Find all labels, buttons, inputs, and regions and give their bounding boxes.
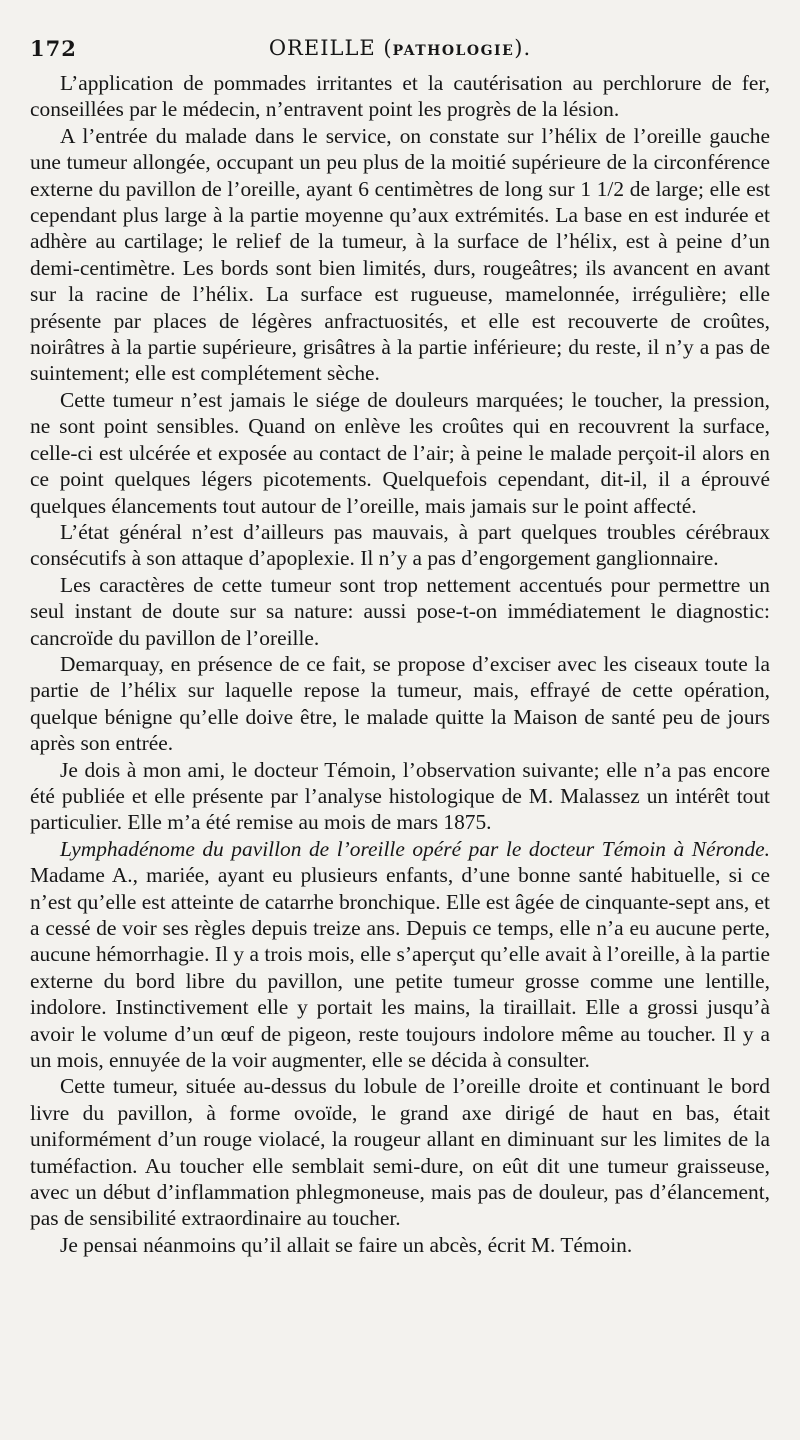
paragraph-3: Cette tumeur n’est jamais le siége de douleurs marquées; le toucher, la pression, ne sont point sensibles. Quand on enlève les croûtes qui en recouvrent la surface, celle-ci est ulcérée et exposée au contact de l’air; à peine le malade perçoit-il alors en ce point quelques légers picotements. Quelquefois cependant, dit-il, il a éprouvé quelques élancements tout autour de l’oreille, mais jamais sur le point affecté. bbox=[30, 387, 770, 518]
body-text bbox=[30, 70, 770, 1258]
running-title-paren-close: ). bbox=[514, 36, 532, 60]
running-title bbox=[30, 36, 770, 60]
paragraph-5: Les caractères de cette tumeur sont trop nettement accentués pour permettre un seul instant de doute sur sa nature: aussi pose-t-on immédiatement le diagnostic: cancroïde du pavillon de l’oreille. bbox=[30, 572, 770, 650]
page-number: 172 bbox=[30, 36, 77, 61]
observation-title: Lymphadénome du pavillon de l’oreille opéré par le docteur Témoin à Néronde. bbox=[60, 836, 770, 861]
paragraph-7: Je dois à mon ami, le docteur Témoin, l’observation suivante; elle n’a pas encore été publiée et elle présente par l’analyse histologique de M. Malassez un intérêt tout particulier. Elle m’a été remise au mois de mars 1875. bbox=[30, 757, 770, 835]
observation-paragraph bbox=[30, 836, 770, 1074]
running-head bbox=[30, 30, 770, 70]
observation-text: Madame A., mariée, ayant eu plusieurs enfants, d’une bonne santé habituelle, si ce n’est qu’elle est atteinte de catarrhe bronchique. Elle est âgée de cinquante-sept ans, et a cessé de voir ses règles depuis treize ans. Depuis ce temps, elle n’a eu aucune perte, aucune hémorrhagie. Il y a trois mois, elle s’aperçut qu’elle avait à l’oreille, à la partie externe du bord libre du pavillon, une petite tumeur grosse comme une lentille, indolore. Instinctivement elle y portait les mains, la tiraillait. Elle a grossi jusqu’à avoir le volume d’un œuf de pigeon, reste toujours indolore même au toucher. Il y a un mois, ennuyée de la voir augmenter, elle se décida à consulter. bbox=[30, 863, 770, 1073]
running-title-paren-open: ( bbox=[383, 36, 393, 60]
paragraph-4: L’état général n’est d’ailleurs pas mauvais, à part quelques troubles cérébraux consécutifs à son attaque d’apoplexie. Il n’y a pas d’engorgement ganglionnaire. bbox=[30, 519, 770, 571]
running-title-sub: PATHOLOGIE bbox=[392, 43, 515, 59]
running-title-main: OREILLE bbox=[268, 36, 376, 60]
paragraph-6: Demarquay, en présence de ce fait, se propose d’exciser avec les ciseaux toute la partie de l’hélix sur laquelle repose la tumeur, mais, effrayé de cette opération, quelque bénigne qu’elle doive être, le malade quitte la Maison de santé peu de jours après son entrée. bbox=[30, 651, 770, 756]
paragraph-9: Cette tumeur, située au-dessus du lobule de l’oreille droite et continuant le bord livre du pavillon, à forme ovoïde, le grand axe dirigé de haut en bas, était uniformément d’un rouge violacé, la rougeur allant en diminuant sur les limites de la tuméfaction. Au toucher elle semblait semi-dure, on eût dit une tumeur graisseuse, avec un début d’inflammation phlegmoneuse, mais pas de douleur, pas d’élancement, pas de sensibilité extraordinaire au toucher. bbox=[30, 1074, 770, 1231]
paragraph-2: A l’entrée du malade dans le service, on constate sur l’hélix de l’oreille gauche une tumeur allongée, occupant un peu plus de la moitié supérieure de la circonférence externe du pavillon de l’oreille, ayant 6 centimètres de long sur 1 1/2 de large; elle est cependant plus large à la partie moyenne qu’aux extrémités. La base en est indurée et adhère au cartilage; le relief de la tumeur, à la surface de l’hélix, est à peine d’un demi-centimètre. Les bords sont bien limités, durs, rougeâtres; ils avancent en avant sur la racine de l’hélix. La surface est rugueuse, mamelonnée, irrégulière; elle présente par places de légères anfractuosités, et elle est recouverte de croûtes, noirâtres à la partie supérieure, grisâtres à la partie inférieure; du reste, il n’y a pas de suintement; elle est complétement sèche. bbox=[30, 123, 770, 386]
paragraph-10: Je pensai néanmoins qu’il allait se faire un abcès, écrit M. Témoin. bbox=[60, 1232, 633, 1257]
paragraph-1: L’application de pommades irritantes et la cautérisation au perchlorure de fer, conseillées par le médecin, n’entravent point les progrès de la lésion. bbox=[30, 71, 770, 122]
